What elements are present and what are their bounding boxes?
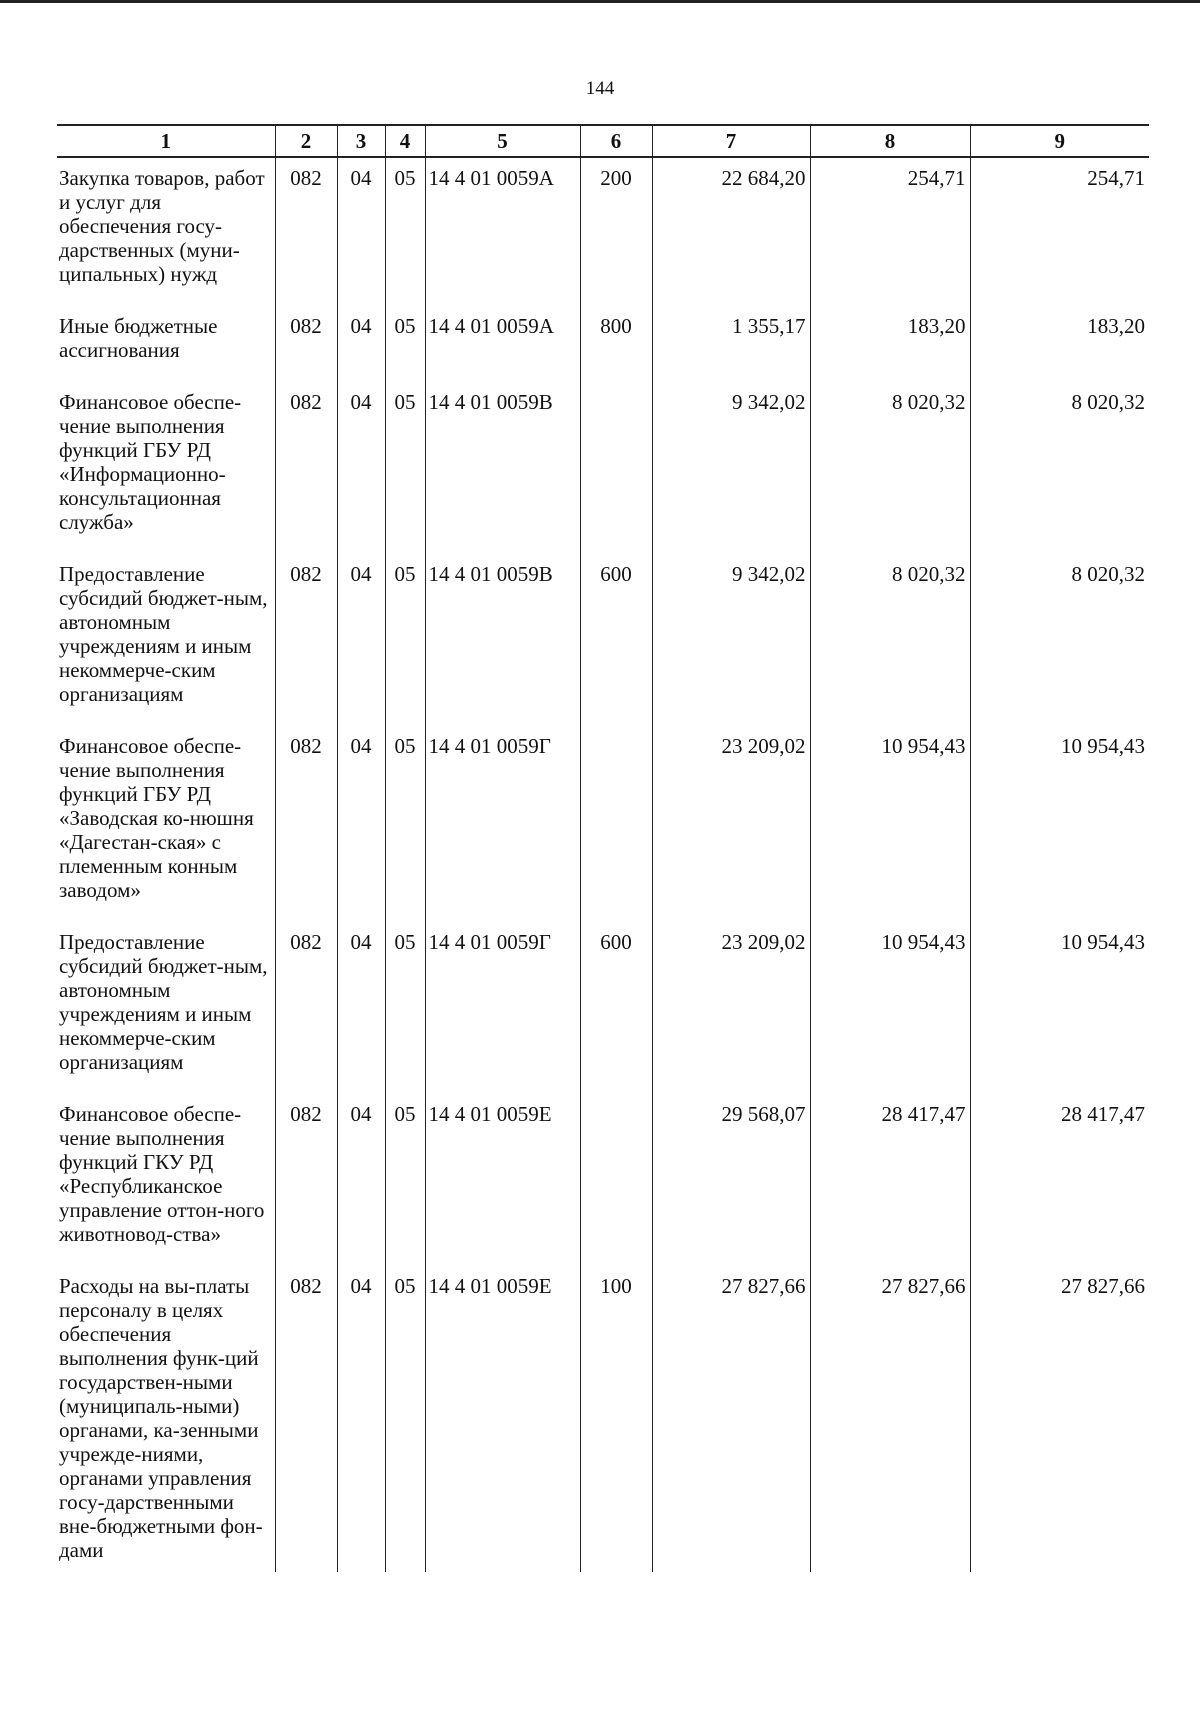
cell-target-article: 14 4 01 0059А: [425, 306, 580, 382]
cell-amount-8: 8 020,32: [810, 382, 970, 554]
cell-admin-code: 082: [275, 157, 337, 306]
cell-target-article: 14 4 01 0059Е: [425, 1266, 580, 1572]
cell-subsection: 05: [385, 382, 425, 554]
table-row: [57, 922, 1149, 1094]
header-cell: 3: [337, 125, 385, 157]
cell-amount-8: 10 954,43: [810, 922, 970, 1094]
cell-amount-8: 8 020,32: [810, 554, 970, 726]
header-cell: 2: [275, 125, 337, 157]
cell-subsection: 05: [385, 306, 425, 382]
cell-section: 04: [337, 1266, 385, 1572]
cell-section: 04: [337, 1094, 385, 1266]
cell-amount-7: 1 355,17: [652, 306, 810, 382]
table-row: [57, 554, 1149, 726]
cell-amount-9: 10 954,43: [970, 922, 1149, 1094]
cell-admin-code: 082: [275, 726, 337, 922]
cell-amount-7: 9 342,02: [652, 554, 810, 726]
cell-amount-8: 27 827,66: [810, 1266, 970, 1572]
cell-expense-type: 600: [580, 922, 652, 1094]
cell-amount-9: 27 827,66: [970, 1266, 1149, 1572]
cell-expense-type: 600: [580, 554, 652, 726]
cell-target-article: 14 4 01 0059Г: [425, 922, 580, 1094]
cell-expense-type: 800: [580, 306, 652, 382]
cell-amount-7: 27 827,66: [652, 1266, 810, 1572]
row-name: Финансовое обеспе-чение выполнения функций ГБУ РД «Информационно-консультационная служба»: [59, 390, 242, 534]
cell-amount-9: 183,20: [970, 306, 1149, 382]
cell-subsection: 05: [385, 726, 425, 922]
cell-amount-7: 23 209,02: [652, 922, 810, 1094]
header-cell: 5: [425, 125, 580, 157]
cell-amount-7: 9 342,02: [652, 382, 810, 554]
cell-section: 04: [337, 306, 385, 382]
cell-admin-code: 082: [275, 922, 337, 1094]
cell-amount-7: 23 209,02: [652, 726, 810, 922]
row-name: Финансовое обеспе-чение выполнения функций ГБУ РД «Заводская ко-нюшня «Дагестан-ская» с племенным конным заводом»: [59, 734, 254, 902]
table-row: [57, 382, 1149, 554]
row-name: Иные бюджетные ассигнования: [59, 314, 218, 362]
cell-amount-7: 22 684,20: [652, 157, 810, 306]
cell-amount-9: 28 417,47: [970, 1094, 1149, 1266]
cell-admin-code: 082: [275, 1094, 337, 1266]
table-header: [57, 125, 1149, 157]
cell-target-article: 14 4 01 0059Г: [425, 726, 580, 922]
cell-amount-8: 183,20: [810, 306, 970, 382]
cell-expense-type: [580, 382, 652, 554]
cell-section: 04: [337, 726, 385, 922]
budget-table: [57, 124, 1149, 1572]
cell-amount-9: 8 020,32: [970, 554, 1149, 726]
cell-section: 04: [337, 554, 385, 726]
cell-admin-code: 082: [275, 554, 337, 726]
cell-amount-8: 254,71: [810, 157, 970, 306]
row-name: Закупка товаров, работ и услуг для обеспечения госу-дарственных (муни-ципальных) нужд: [59, 166, 265, 286]
table-row: [57, 306, 1149, 382]
cell-amount-8: 28 417,47: [810, 1094, 970, 1266]
table-row: [57, 1094, 1149, 1266]
cell-subsection: 05: [385, 1094, 425, 1266]
cell-section: 04: [337, 922, 385, 1094]
cell-target-article: 14 4 01 0059Е: [425, 1094, 580, 1266]
table-row: [57, 157, 1149, 306]
row-name: Расходы на вы-платы персоналу в целях обеспечения выполнения функ-ций государствен-ными (муниципаль-ными) органами, ка-зенными учрежде-ниями, органами управления госу-дарственными вне-бюджетными фон-дами: [59, 1274, 263, 1562]
cell-expense-type: [580, 726, 652, 922]
table-body: [57, 157, 1149, 1572]
cell-subsection: 05: [385, 922, 425, 1094]
cell-amount-9: 254,71: [970, 157, 1149, 306]
header-cell: 9: [970, 125, 1149, 157]
cell-target-article: 14 4 01 0059В: [425, 382, 580, 554]
cell-target-article: 14 4 01 0059А: [425, 157, 580, 306]
header-row: [57, 125, 1149, 157]
cell-expense-type: 100: [580, 1266, 652, 1572]
cell-admin-code: 082: [275, 306, 337, 382]
cell-section: 04: [337, 382, 385, 554]
cell-amount-9: 10 954,43: [970, 726, 1149, 922]
cell-amount-8: 10 954,43: [810, 726, 970, 922]
header-cell: 4: [385, 125, 425, 157]
row-name: Предоставление субсидий бюджет-ным, автономным учреждениям и иным некоммерче-ским организациям: [59, 562, 268, 706]
row-name: Финансовое обеспе-чение выполнения функций ГКУ РД «Республиканское управление оттон-ного животновод-ства»: [59, 1102, 265, 1246]
header-cell: 1: [57, 125, 275, 157]
cell-admin-code: 082: [275, 382, 337, 554]
table-row: [57, 1266, 1149, 1572]
cell-amount-7: 29 568,07: [652, 1094, 810, 1266]
top-rule: [0, 0, 1200, 3]
cell-subsection: 05: [385, 157, 425, 306]
cell-expense-type: [580, 1094, 652, 1266]
header-cell: 6: [580, 125, 652, 157]
page-number: 144: [585, 78, 615, 99]
cell-expense-type: 200: [580, 157, 652, 306]
cell-subsection: 05: [385, 1266, 425, 1572]
cell-target-article: 14 4 01 0059В: [425, 554, 580, 726]
header-cell: 8: [810, 125, 970, 157]
cell-subsection: 05: [385, 554, 425, 726]
cell-section: 04: [337, 157, 385, 306]
row-name: Предоставление субсидий бюджет-ным, автономным учреждениям и иным некоммерче-ским организациям: [59, 930, 268, 1074]
cell-admin-code: 082: [275, 1266, 337, 1572]
cell-amount-9: 8 020,32: [970, 382, 1149, 554]
header-cell: 7: [652, 125, 810, 157]
table-row: [57, 726, 1149, 922]
